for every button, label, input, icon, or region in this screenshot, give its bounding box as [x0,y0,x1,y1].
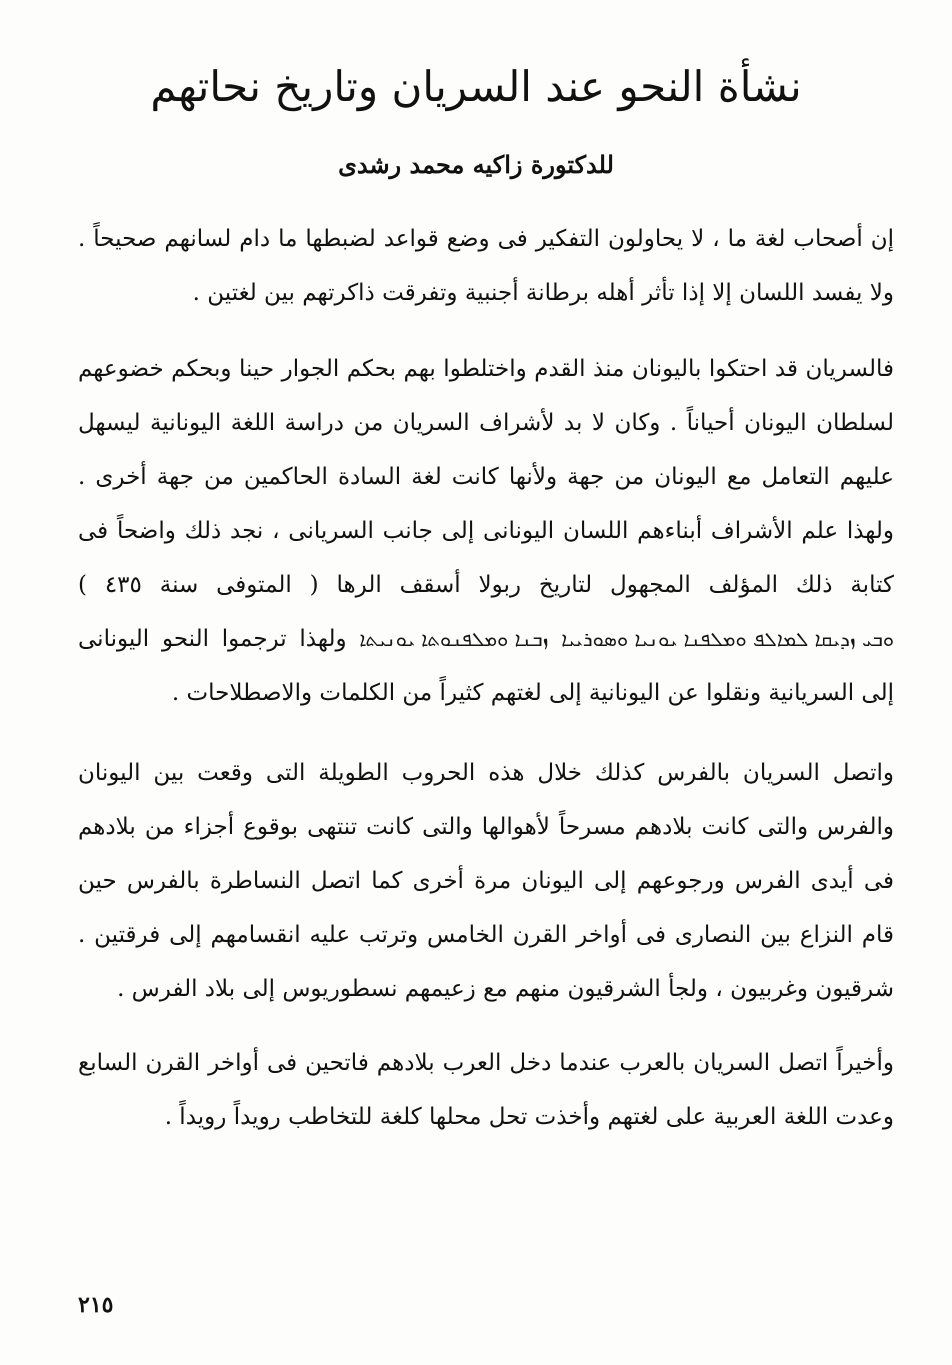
author-byline: للدكتورة زاكيه محمد رشدى [338,150,614,179]
paragraph-2-text-a: فالسريان قد احتكوا باليونان منذ القدم واختلطوا بهم بحكم الجوار حينا وبحكم خضوعهم لسلطان اليونان أحياناً . وكان لا بد لأشراف السريان من دراسة اللغة اليونانية ليسهل عليهم التعامل مع اليونان من جهة ولأنها كانت لغة السادة الحاكمين من جهة أخرى . ولهذا علم الأشراف أبناءهم اللسان اليونانى إلى جانب السريانى ، نجد ذلك واضحاً فى كتابة ذلك المؤلف المجهول لتاريخ ربولا أسقف الرها ( المتوفى سنة ٤٣٥ ) [78,356,894,598]
page-number: ٢١٥ [78,1292,114,1318]
paragraph-4: وأخيراً اتصل السريان بالعرب عندما دخل العرب بلادهم فاتحين فى أواخر القرن السابع وعدت اللغة العربية على لغتهم وأخذت تحل محلها كلغة للتخاطب رويداً رويداً . [78,1050,894,1130]
article-title: نشأة النحو عند السريان وتاريخ نحاتهم [150,62,802,111]
paragraph-2 [78,342,894,720]
paragraph-2-text-b: ولهذا ترجموا النحو اليونانى إلى السريانية ونقلوا عن اليونانية إلى لغتهم كثيراً من الكلمات والاصطلاحات . [78,626,894,706]
paragraph-3: واتصل السريان بالفرس كذلك خلال هذه الحروب الطويلة التى وقعت بين اليونان والفرس والتى كانت بلادهم مسرحاً لأهوالها والتى كانت تنتهى بوقوع أجزاء من بلادهم فى أيدى الفرس ورجوعهم إلى اليونان مرة أخرى كما اتصل النساطرة بالفرس حين قام النزاع بين النصارى فى أواخر القرن الخامس وترتب عليه انقسامهم إلى فرقتين . شرقيون وغربيون ، ولجأ الشرقيون منهم مع زعيمهم نسطوريوس إلى بلاد الفرس . [78,760,894,1002]
syriac-quote-2: ܙܒܢܐ ܘܡܠܦܢܘܬܐ ܝܘܢܝܬܐ [359,627,549,651]
syriac-quote-1: ܘܒܝ ܙܕܝܩܐ ܠܡܐܠܦ ܘܡܠܦܢܐ ܝܘܢܝܐ ܘܣܘܪܝܝܐ [561,627,894,651]
article-body [78,212,894,1144]
paragraph-1: إن أصحاب لغة ما ، لا يحاولون التفكير فى وضع قواعد لضبطها ما دام لسانهم صحيحاً . ولا يفسد اللسان إلا إذا تأثر أهله برطانة أجنبية وتفرقت ذاكرتهم بين لغتين . [78,226,894,306]
